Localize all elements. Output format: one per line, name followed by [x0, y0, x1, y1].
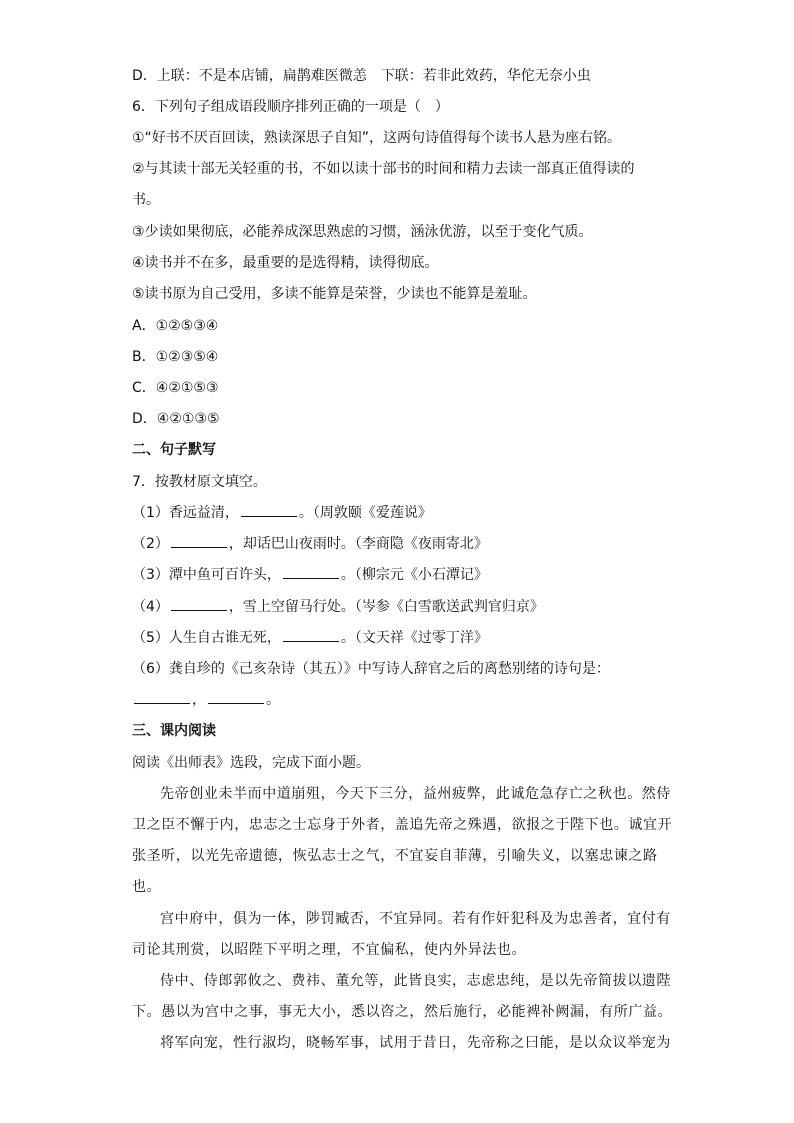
q6-option-c: C．④②①⑤③ — [132, 380, 219, 396]
q7-item-6-answer — [132, 691, 280, 709]
passage-p1-line1: 先帝创业未半而中道崩殂，今天下三分，益州疲弊，此诚危急存亡之秋也。然侍 — [160, 786, 671, 802]
q7-item-2 — [132, 535, 488, 553]
passage-p1-line3: 张圣听，以光先帝遗德，恢弘志士之气，不宜妄自菲薄，引喻失义，以塞忠谏之路 — [132, 848, 658, 864]
q6-option-b: B．①②③⑤④ — [132, 349, 219, 365]
q7-item-5 — [132, 629, 488, 647]
answer-blank[interactable] — [171, 598, 227, 611]
blank-end: 。 — [266, 692, 280, 708]
q7-item-2-suffix: ，却话巴山夜雨时。（李商隐《夜雨寄北》 — [228, 536, 488, 552]
q7-item-5-suffix: 。（文天祥《过零丁洋》 — [340, 630, 488, 646]
reading-intro: 阅读《出师表》选段，完成下面小题。 — [132, 755, 370, 771]
answer-blank[interactable] — [241, 504, 297, 517]
q6-sentence-2: ②与其读十部无关轻重的书，不如以读十部书的时间和精力去读一部真正值得读的 — [132, 161, 635, 177]
q6-sentence-3: ③少读如果彻底，必能养成深思熟虑的习惯，涵泳优游，以至于变化气质。 — [132, 224, 593, 240]
answer-blank[interactable] — [208, 691, 264, 704]
q7-item-3-suffix: 。（柳宗元《小石潭记》 — [340, 567, 488, 583]
q6-sentence-5: ⑤读书原为自己受用，多读不能算是荣誉，少读也不能算是羞耻。 — [132, 286, 537, 302]
q7-item-4-suffix: ，雪上空留马行处。（岑参《白雪歌送武判官归京》 — [228, 599, 544, 615]
passage-p2-line1: 宫中府中，俱为一体，陟罚臧否，不宜异同。若有作奸犯科及为忠善者，宜付有 — [160, 911, 671, 927]
passage-p4-line1: 将军向宠，性行淑均，晓畅军事，试用于昔日，先帝称之曰能，是以众议举宠为 — [160, 1035, 671, 1051]
section-3-heading: 三、课内阅读 — [132, 723, 216, 739]
q7-item-1-prefix: （1）香远益清， — [132, 505, 239, 521]
q7-item-2-prefix: （2） — [132, 536, 169, 552]
passage-p2-line2: 司论其刑赏，以昭陛下平明之理，不宜偏私，使内外异法也。 — [132, 942, 527, 958]
q7-item-3 — [132, 566, 488, 584]
q6-sentence-1: ①“好书不厌百回读，熟读深思子自知”，这两句诗值得每个读书人悬为座右铭。 — [132, 130, 622, 146]
q6-option-d: D．④②①③⑤ — [132, 411, 220, 427]
passage-p3-line2: 下。愚以为宫中之事，事无大小，悉以咨之，然后施行，必能裨补阙漏，有所广益。 — [132, 1004, 673, 1020]
q6-stem: 6．下列句子组成语段顺序排列正确的一项是（ ） — [132, 99, 449, 115]
q6-sentence-2-cont: 书。 — [132, 192, 160, 208]
answer-blank[interactable] — [283, 629, 339, 642]
passage-p1-line4: 也。 — [132, 879, 162, 895]
q7-item-3-prefix: （3）潭中鱼可百许头， — [132, 567, 281, 583]
q6-sentence-4: ④读书并不在多，最重要的是选得精，读得彻底。 — [132, 255, 439, 271]
q7-item-6: （6）龚自珍的《己亥杂诗（其五）》中写诗人辞官之后的离愁别绪的诗句是： — [132, 661, 610, 677]
q7-item-1 — [132, 504, 432, 522]
q6-option-a: A．①②⑤③④ — [132, 318, 219, 334]
answer-blank[interactable] — [134, 691, 190, 704]
q5-option-d: D．上联：不是本店铺，扁鹊难医微恙 下联：若非此效药，华佗无奈小虫 — [132, 68, 591, 84]
blank-separator: ， — [192, 692, 206, 708]
q7-stem: 7．按教材原文填空。 — [132, 474, 267, 490]
q7-item-5-prefix: （5）人生自古谁无死， — [132, 630, 281, 646]
q7-item-4 — [132, 598, 544, 616]
passage-p1-line2: 卫之臣不懈于内，忠志之士忘身于外者，盖追先帝之殊遇，欲报之于陛下也。诚宜开 — [132, 817, 673, 833]
section-2-heading: 二、句子默写 — [132, 442, 216, 458]
q7-item-4-prefix: （4） — [132, 599, 169, 615]
q7-item-1-suffix: 。（周敦颐《爱莲说》 — [298, 505, 432, 521]
passage-p3-line1: 侍中、侍郎郭攸之、费祎、董允等，此皆良实，志虑忠纯，是以先帝简拔以遗陛 — [160, 973, 671, 989]
answer-blank[interactable] — [171, 535, 227, 548]
answer-blank[interactable] — [283, 566, 339, 579]
